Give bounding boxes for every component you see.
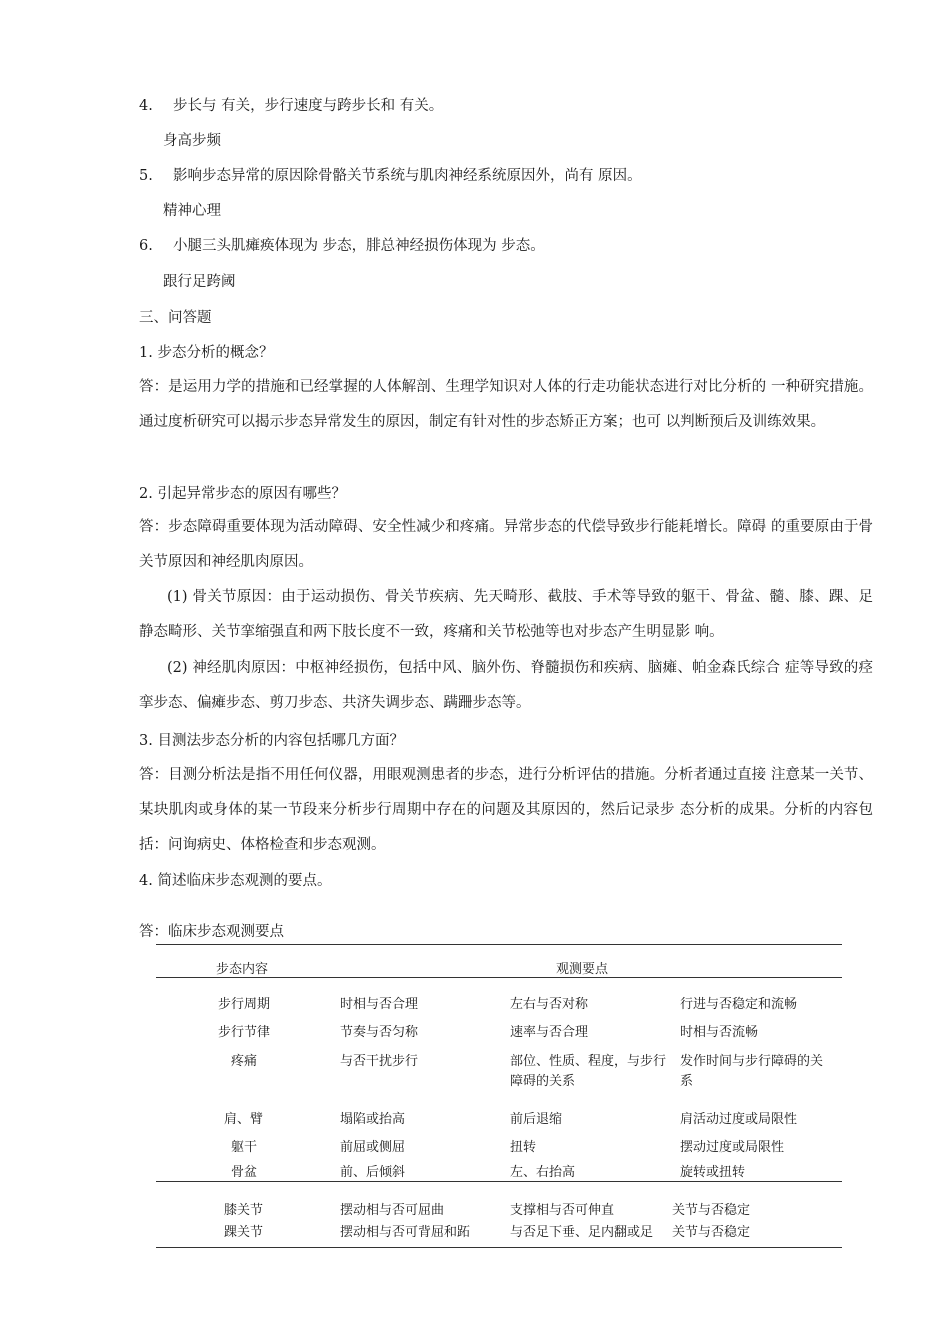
table-cell: 部位、性质、程度，与步行障碍的关系	[510, 1054, 667, 1089]
table-cell: 左右与否对称	[510, 997, 589, 1012]
answer-1: 答：是运用力学的措施和已经掌握的人体解剖、生理学知识对人体的行走功能状态进行对比分析的 一种研究措施。通过度析研究可以揭示步态异常发生的原因，制定有针对性的步态矫正方案；也可 以判断预后及训练效果。	[139, 379, 873, 430]
item-number: 6.	[139, 238, 153, 254]
question-2: 2. 引起异常步态的原因有哪些？	[139, 486, 346, 502]
table-cell: 节奏与否匀称	[340, 1025, 419, 1040]
item-text: 步长与 有关，步行速度与跨步长和 有关。	[173, 98, 444, 114]
table-cell: 旋转或扭转	[680, 1165, 746, 1180]
table-cell: 左、右抬高	[510, 1165, 576, 1180]
table-cell: 前、后倾斜	[340, 1165, 406, 1180]
fill-answer-4: 身高步频	[163, 133, 221, 149]
item-number: 4.	[139, 98, 153, 114]
fill-answer-5: 精神心理	[163, 203, 221, 219]
table-cell: 躯干	[231, 1140, 258, 1155]
table-cell: 扭转	[510, 1140, 537, 1155]
table-cell: 时相与否流畅	[680, 1025, 759, 1040]
fill-item-6	[139, 236, 545, 256]
table-cell: 摆动过度或局限性	[680, 1140, 785, 1155]
table-cell: 关节与否稳定	[672, 1225, 751, 1240]
table-cell: 与否干扰步行	[340, 1054, 419, 1069]
item-text: 小腿三头肌瘫痪体现为 步态，腓总神经损伤体现为 步态。	[173, 238, 545, 254]
item-text: 影响步态异常的原因除骨骼关节系统与肌肉神经系统原因外，尚有 原因。	[173, 168, 642, 184]
table-cell: 肩、臂	[224, 1112, 264, 1127]
table-cell: 塌陷或抬高	[340, 1112, 406, 1127]
table-cell: 与否足下垂、足内翻或足	[510, 1225, 654, 1240]
answer-2: 答：步态障碍重要体现为活动障碍、安全性减少和疼痛。异常步态的代偿导致步行能耗增长。障碍 的重要原由于骨关节原因和神经肌肉原因。	[139, 519, 873, 570]
table-cell: 发作时间与步行障碍的关系	[680, 1054, 824, 1089]
table-cell: 摆动相与否可屈曲	[340, 1203, 445, 1218]
section-title: 三、问答题	[139, 310, 212, 326]
table-cell: 骨盆	[231, 1165, 258, 1180]
table-header-content: 步态内容	[216, 962, 269, 977]
table-cell: 支撑相与否可伸直	[510, 1203, 615, 1218]
question-4: 4. 简述临床步态观测的要点。	[139, 873, 332, 889]
item-number: 5.	[139, 168, 153, 184]
table-cell: 膝关节	[224, 1203, 264, 1218]
table-cell: 踝关节	[224, 1225, 264, 1240]
fill-item-5	[139, 166, 642, 186]
table-cell: 时相与否合理	[340, 997, 419, 1012]
table-top-rule	[156, 944, 842, 945]
table-cell: 速率与否合理	[510, 1025, 589, 1040]
table-cell: 步行节律	[218, 1025, 271, 1040]
question-3: 3. 目测法步态分析的内容包括哪几方面？	[139, 733, 404, 749]
table-cell: 摆动相与否可背屈和跖	[340, 1225, 471, 1240]
table-cell: 疼痛	[231, 1054, 258, 1069]
fill-answer-6: 跟行足跨阈	[163, 274, 236, 290]
table-cell: 肩活动过度或局限性	[680, 1112, 798, 1127]
table-cell: 行进与否稳定和流畅	[680, 997, 798, 1012]
table-cell: 前后退缩	[510, 1112, 563, 1127]
answer-2-point-1: (1) 骨关节原因：由于运动损伤、骨关节疾病、先天畸形、截肢、手术等导致的躯干、骨盆、髓、膝、踝、足静态畸形、关节挛缩强直和两下肢长度不一致，疼痛和关节松弛等也对步态产生明显影 响。	[139, 589, 873, 640]
table-bottom-rule	[156, 1247, 842, 1248]
table-mid-rule	[156, 1181, 842, 1182]
table-cell: 关节与否稳定	[672, 1203, 751, 1218]
table-cell: 前屈或侧屈	[340, 1140, 406, 1155]
answer-2-point-2: (2) 神经肌肉原因：中枢神经损伤，包括中风、脑外伤、脊髓损伤和疾病、脑瘫、帕金森氏综合 症等导致的痉挛步态、偏瘫步态、剪刀步态、共济失调步态、蹒跚步态等。	[139, 660, 873, 711]
answer-4-label: 答：临床步态观测要点	[139, 924, 284, 940]
table-cell: 步行周期	[218, 997, 271, 1012]
table-header-points: 观测要点	[556, 962, 609, 977]
question-1: 1. 步态分析的概念？	[139, 345, 274, 361]
answer-3: 答：目测分析法是指不用任何仪器，用眼观测患者的步态，进行分析评估的措施。分析者通过直接 注意某一关节、某块肌肉或身体的某一节段来分析步行周期中存在的问题及其原因的，然后记录步 态分析的成果。分析的内容包括：问询病史、体格检查和步态观测。	[139, 767, 873, 853]
table-header-rule	[156, 977, 842, 978]
fill-item-4	[139, 96, 443, 116]
